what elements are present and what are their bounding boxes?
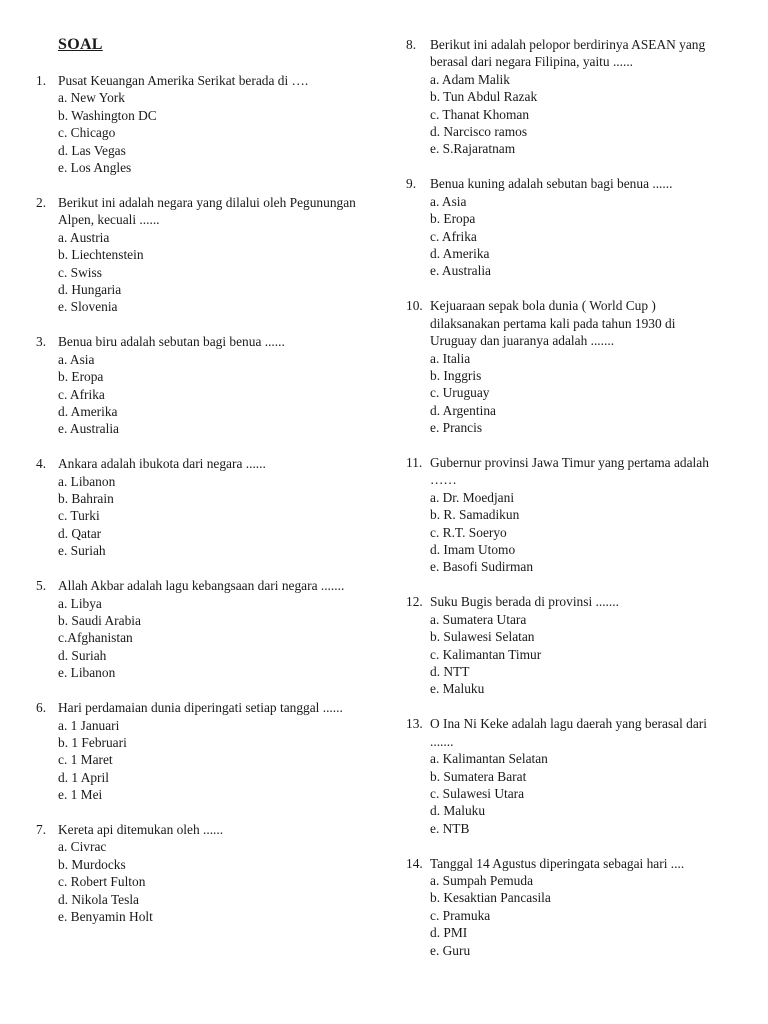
question-number: 13. xyxy=(406,716,423,732)
question-text: Benua kuning adalah sebutan bagi benua ...... xyxy=(430,176,673,192)
answer-option: d. NTT xyxy=(430,664,470,679)
question-number: 9. xyxy=(406,176,417,192)
answer-option: d. Imam Utomo xyxy=(430,542,516,558)
answer-option: d. Nikola Tesla xyxy=(58,891,140,907)
answer-options xyxy=(430,350,768,437)
question-text: Gubernur provinsi Jawa Timur yang pertama adalah …… xyxy=(430,455,709,488)
question-item xyxy=(0,855,768,959)
answer-options xyxy=(430,750,768,837)
answer-option: b. Washington DC xyxy=(58,107,157,123)
answer-option: b. Sulawesi Selatan xyxy=(430,629,535,645)
answer-option: a. Libya xyxy=(58,595,102,611)
answer-option: c. Pramuka xyxy=(430,907,491,923)
answer-option: a. 1 Januari xyxy=(58,717,120,733)
answer-options xyxy=(430,611,768,698)
question-text: Berikut ini adalah negara yang dilalui oleh Pegunungan Alpen, kecuali ...... xyxy=(58,194,356,228)
question-text: Pusat Keuangan Amerika Serikat berada di …. xyxy=(58,73,309,88)
answer-option: e. S.Rajaratnam xyxy=(430,141,516,157)
answer-option: d. Maluku xyxy=(430,803,486,819)
answer-options xyxy=(430,872,768,959)
answer-option: d. 1 April xyxy=(58,769,109,785)
answer-option: e. Slovenia xyxy=(58,299,118,315)
page-title: SOAL xyxy=(58,36,103,53)
question-item xyxy=(0,175,768,279)
answer-option: c. Kalimantan Timur xyxy=(430,646,542,662)
answer-option: a. Austria xyxy=(58,229,110,245)
answer-option: b. Inggris xyxy=(430,367,482,383)
question-item xyxy=(0,454,768,576)
answer-option: a. New York xyxy=(58,90,125,106)
right-column xyxy=(0,36,768,977)
answer-option: e. Prancis xyxy=(430,420,483,436)
answer-option: c. Uruguay xyxy=(430,385,490,401)
answer-option: d. Qatar xyxy=(58,525,102,541)
question-text: Allah Akbar adalah lagu kebangsaan dari negara ....... xyxy=(58,578,345,594)
question-item xyxy=(0,297,768,436)
answer-option: a. Italia xyxy=(430,350,471,366)
question-text: Berikut ini adalah pelopor berdirinya ASEAN yang berasal dari negara Filipina, yaitu ...... xyxy=(430,37,706,70)
question-number: 7. xyxy=(36,822,47,838)
answer-option: c. 1 Maret xyxy=(58,752,113,768)
answer-option: b. Kesaktian Pancasila xyxy=(430,890,551,906)
answer-option: d. Narcisco ramos xyxy=(430,124,528,140)
answer-option: a. Asia xyxy=(430,193,467,209)
answer-option: a. Sumatera Utara xyxy=(430,611,527,627)
question-text: Kejuaraan sepak bola dunia ( World Cup ) dilaksanakan pertama kali pada tahun 1930 di Uruguay dan juaranya adalah ....... xyxy=(430,298,676,349)
answer-option: d. Las Vegas xyxy=(58,142,126,158)
answer-option: a. Sumpah Pemuda xyxy=(430,873,534,889)
answer-option: e. NTB xyxy=(430,820,470,836)
answer-option: e. Suriah xyxy=(58,543,106,559)
answer-option: c. Thanat Khoman xyxy=(430,106,530,122)
answer-option: e. Los Angles xyxy=(58,160,132,176)
answer-option: e. 1 Mei xyxy=(58,787,103,803)
answer-option: c. Afrika xyxy=(58,386,105,402)
question-number: 6. xyxy=(36,700,47,716)
answer-option: b. R. Samadikun xyxy=(430,507,520,523)
answer-option: e. Guru xyxy=(430,942,471,958)
answer-option: d. Amerika xyxy=(430,245,490,261)
answer-option: a. Kalimantan Selatan xyxy=(430,751,548,767)
question-number: 1. xyxy=(36,73,47,88)
answer-option: e. Australia xyxy=(430,263,491,279)
answer-options xyxy=(430,193,768,280)
question-text: Ankara adalah ibukota dari negara ...... xyxy=(58,456,266,472)
question-text: Hari perdamaian dunia diperingati setiap tanggal ...... xyxy=(58,700,343,716)
answer-option: b. Tun Abdul Razak xyxy=(430,89,538,105)
answer-option: b. Liechtenstein xyxy=(58,247,144,263)
answer-option: a. Asia xyxy=(58,351,95,367)
question-text: Benua biru adalah sebutan bagi benua ...... xyxy=(58,334,285,350)
question-number: 11. xyxy=(406,455,423,471)
answer-option: b. Murdocks xyxy=(58,856,126,872)
question-item xyxy=(0,36,768,158)
answer-option: a. Dr. Moedjani xyxy=(430,489,515,505)
answer-option: d. Hungaria xyxy=(58,281,122,297)
answer-option: c. Robert Fulton xyxy=(58,874,146,890)
answer-option: d. PMI xyxy=(430,925,468,941)
answer-option: c. Swiss xyxy=(58,264,102,280)
question-text: Suku Bugis berada di provinsi ....... xyxy=(430,594,619,610)
answer-option: d. Argentina xyxy=(430,402,496,418)
answer-options xyxy=(430,71,768,158)
answer-option: b. 1 Februari xyxy=(58,734,127,750)
question-number: 12. xyxy=(406,594,423,610)
question-number: 5. xyxy=(36,578,47,594)
answer-option: b. Eropa xyxy=(58,369,104,385)
answer-option: e. Benyamin Holt xyxy=(58,909,153,925)
answer-option: e. Australia xyxy=(58,421,119,437)
question-number: 8. xyxy=(406,37,417,52)
answer-option: b. Bahrain xyxy=(58,491,114,507)
answer-option: e. Maluku xyxy=(430,681,485,697)
question-item xyxy=(0,593,768,697)
answer-option: b. Eropa xyxy=(430,211,476,227)
question-number: 3. xyxy=(36,334,47,350)
question-number: 4. xyxy=(36,456,47,472)
answer-option: c. Turki xyxy=(58,508,100,524)
question-item xyxy=(0,715,768,837)
answer-option: c. R.T. Soeryo xyxy=(430,524,507,540)
question-number: 14. xyxy=(406,855,423,871)
answer-option: d. Amerika xyxy=(58,403,118,419)
answer-option: c.Afghanistan xyxy=(58,630,133,646)
answer-option: a. Civrac xyxy=(58,839,107,855)
question-text: O Ina Ni Keke adalah lagu daerah yang berasal dari ....... xyxy=(430,716,707,749)
answer-option: b. Sumatera Barat xyxy=(430,768,527,784)
answer-option: c. Sulawesi Utara xyxy=(430,785,525,801)
answer-option: a. Adam Malik xyxy=(430,71,510,87)
question-number: 10. xyxy=(406,298,423,314)
answer-option: e. Libanon xyxy=(58,665,116,681)
answer-option: d. Suriah xyxy=(58,647,107,663)
answer-option: a. Libanon xyxy=(58,473,116,489)
answer-option: c. Afrika xyxy=(430,228,477,244)
answer-options xyxy=(430,489,768,576)
question-number: 2. xyxy=(36,194,47,210)
question-text: Tanggal 14 Agustus diperingata sebagai hari .... xyxy=(430,855,685,871)
answer-option: b. Saudi Arabia xyxy=(58,612,141,628)
answer-option: e. Basofi Sudirman xyxy=(430,559,534,575)
question-text: Kereta api ditemukan oleh ...... xyxy=(58,822,224,838)
answer-option: c. Chicago xyxy=(58,125,116,141)
